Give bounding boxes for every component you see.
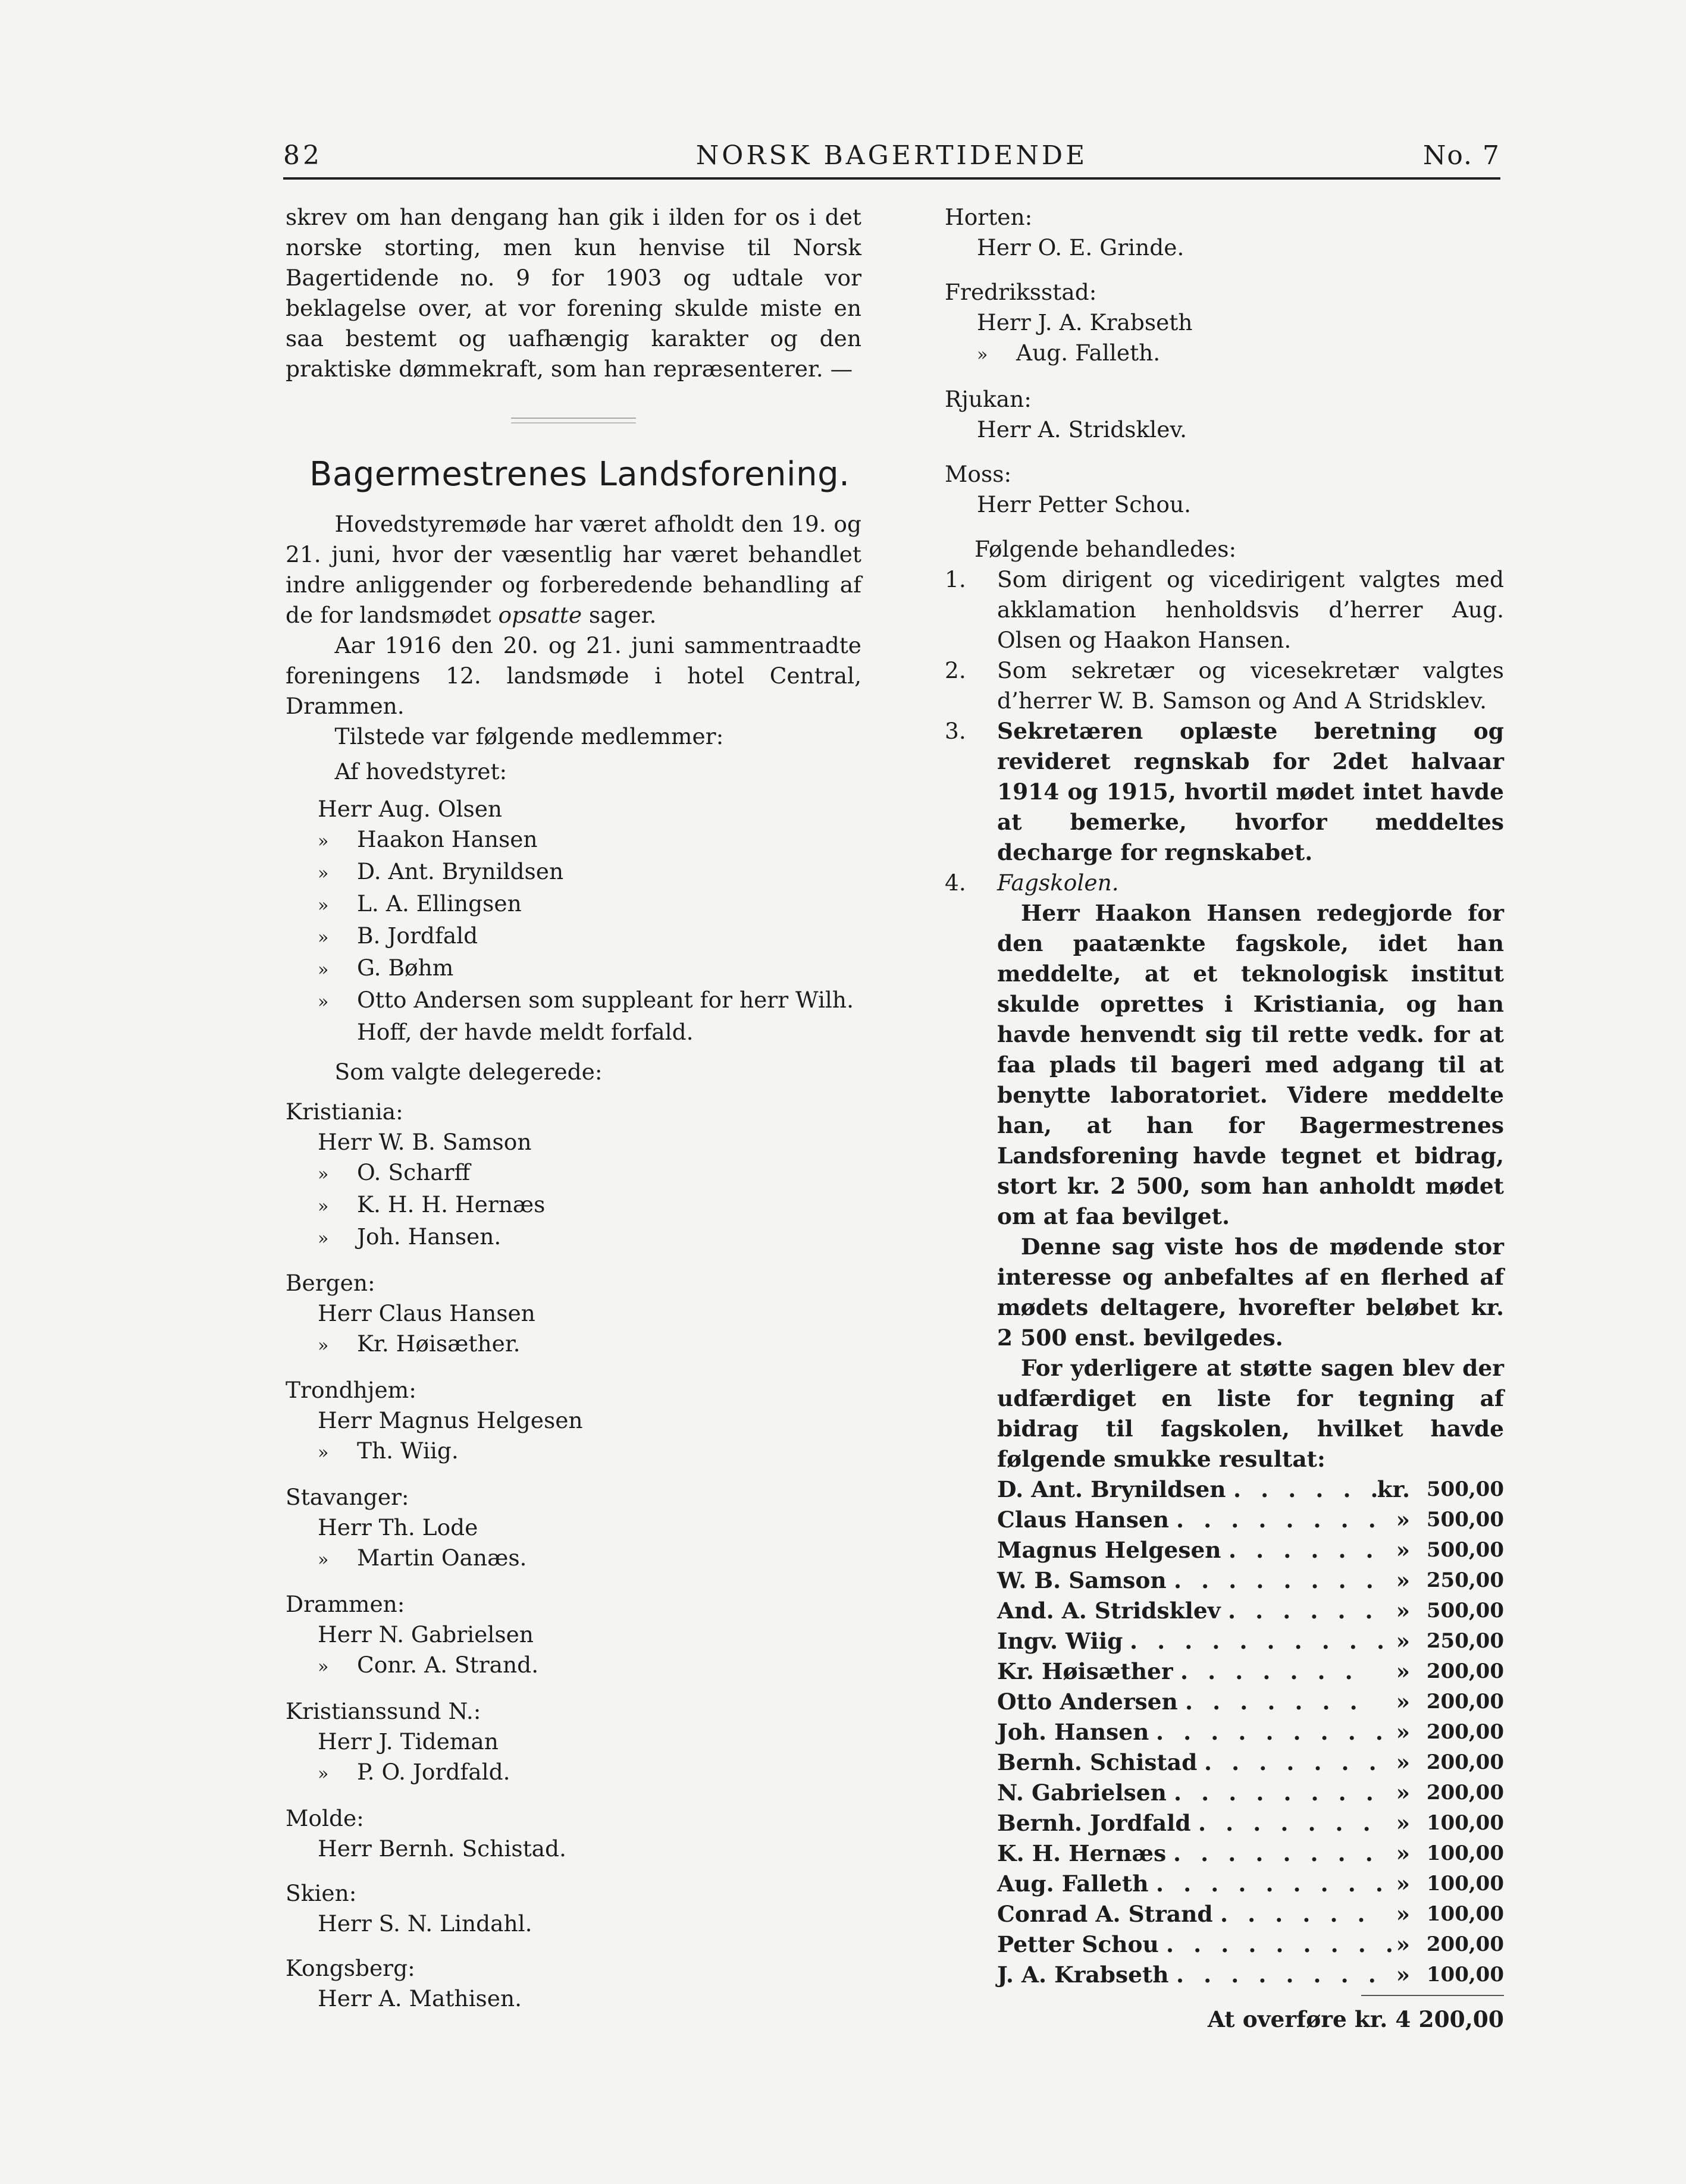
delegates-fredriksstad [945,307,1504,370]
delegate [318,1329,861,1361]
delegate: Herr O. E. Grinde. [977,234,1184,261]
currency-unit: » [1396,1840,1410,1866]
delegate: Herr Th. Lode [318,1514,478,1540]
board-label: Af hovedstyret: [334,758,507,785]
ditto-mark: » [318,991,329,1012]
board-member [318,921,861,953]
leader-dots: . . . . . . . . . [1166,1931,1399,1957]
ditto-mark: » [318,1196,329,1217]
contribution-amount: 100,00 [1426,1872,1504,1896]
city-label: Molde: [286,1805,364,1831]
page-header [283,140,1500,174]
leader-dots: . . . . . . [1229,1537,1380,1563]
currency-unit: » [1396,1931,1410,1957]
board-member-name: Otto Andersen som suppleant for herr Wilh. Hoff, der havde meldt forfald. [357,987,854,1045]
delegates-kongsberg [286,1984,861,2014]
contributor-name: Aug. Falleth [997,1871,1149,1897]
currency-unit: » [1396,1567,1410,1593]
item-text: Som sekretær og vicesekretær valgtes d’herrer W. B. Samson og And A Stridsklev. [997,657,1504,714]
right-column [945,202,1504,2035]
ditto-mark: » [318,1656,329,1677]
currency-unit: » [1396,1719,1410,1745]
item-number: 2. [945,657,966,683]
contributor-name: Petter Schou [997,1931,1159,1957]
city-label: Rjukan: [945,386,1032,412]
delegate [318,1157,861,1190]
fagskole-paragraph-1: Herr Haakon Hansen redegjorde for den paatænkte fagskole, idet han meddelte, at et teknologisk institut skulde oprettes i Kristiania, og han havde henvendt sig til rette vedk. for at faa plads til bageri med adgang til at benytte laboratoriet. Videre meddelte han, at han for Bagermestrenes Landsforening havde tegnet et bidrag, stort kr. 2 500, som han anholdt mødet om at faa bevilget. [997,900,1504,1229]
city-label: Bergen: [286,1270,375,1296]
delegates-kristianssund [286,1727,861,1789]
currency-unit: » [1396,1962,1410,1988]
contributor-name: Joh. Hansen [997,1719,1149,1745]
separator-ornament [511,418,636,423]
item-number: 4. [945,870,966,896]
contribution-row [997,1474,1504,1505]
ditto-mark: » [318,831,329,852]
delegate [318,1222,861,1254]
contribution-amount: 200,00 [1426,1659,1504,1683]
board-list [286,794,861,1047]
ditto-mark: » [318,959,329,980]
leader-dots: . . . . . . . [1204,1749,1383,1775]
contribution-amount: 200,00 [1426,1720,1504,1744]
leader-dots: . . . . . . . . [1173,1840,1379,1866]
agenda-item-4 [945,868,1504,898]
delegate: Herr S. N. Lindahl. [318,1910,532,1937]
delegate-name: Th. Wiig. [357,1438,459,1464]
ditto-mark: » [318,1442,329,1463]
agenda-item-2 [945,655,1504,716]
contribution-amount: 500,00 [1426,1477,1504,1501]
item-text: Sekretæren oplæste beretning og revideret regnskab for 2det halvaar 1914 og 1915, hvortil mødet intet havde at bemerke, hvorfor meddeltes decharge for regnskabet. [997,718,1504,865]
leader-dots: . . . . . . . [1198,1810,1377,1836]
fagskole-paragraph-3: For yderligere at støtte sagen blev der udfærdiget en liste for tegning af bidrag til fagskolen, hvilket havde følgende smukke resultat: [997,1355,1504,1472]
sum-rule [1361,1995,1504,1996]
contribution-amount: 200,00 [1426,1750,1504,1774]
city-label: Kongsberg: [286,1955,415,1981]
contribution-row [997,1596,1504,1626]
contribution-row [997,1565,1504,1596]
contributor-name: Bernh. Jordfald [997,1810,1191,1836]
currency-unit: » [1396,1537,1410,1563]
delegate-name: Joh. Hansen. [357,1223,502,1250]
header-rule [283,177,1500,180]
contribution-row [997,1838,1504,1869]
delegate [318,1757,861,1789]
city-label: Stavanger: [286,1484,409,1510]
delegates-skien [286,1909,861,1939]
delegate: Herr Petter Schou. [977,491,1192,517]
leader-dots: . . . . . . . . [1176,1507,1382,1533]
leader-dots: . . . . . . . [1185,1689,1364,1715]
currency-unit: » [1396,1749,1410,1775]
delegate-name: K. H. H. Hernæs [357,1191,546,1217]
contributor-name: J. A. Krabseth [997,1962,1169,1988]
contributor-name: Otto Andersen [997,1689,1178,1715]
leader-dots: . . . . . . . . . . [1130,1628,1391,1654]
currency-unit: » [1396,1689,1410,1715]
delegate-name: P. O. Jordfald. [357,1759,510,1785]
p1-emphasis: opsatte [498,602,582,628]
currency-unit: kr. [1377,1476,1410,1502]
agenda-item-1 [945,564,1504,655]
city-label: Moss: [945,461,1012,487]
contribution-amount: 250,00 [1426,1629,1504,1653]
contribution-amount: 100,00 [1426,1902,1504,1926]
ditto-mark: » [318,1335,329,1356]
left-column [286,202,861,2014]
contribution-amount: 500,00 [1426,1508,1504,1532]
contribution-row [997,1687,1504,1717]
leader-dots: . . . . . . . . . [1156,1719,1389,1745]
contribution-amount: 200,00 [1426,1932,1504,1956]
contribution-row [997,1535,1504,1565]
city-label: Drammen: [286,1591,405,1617]
ditto-mark: » [977,344,988,365]
city-label: Kristiania: [286,1099,403,1125]
contributor-name: Kr. Høisæther [997,1658,1173,1684]
city-label: Kristianssund N.: [286,1698,481,1724]
paragraph-landsmode: Aar 1916 den 20. og 21. juni sammentraadte foreningens 12. landsmøde i hotel Central, Drammen. [286,632,861,719]
ditto-mark: » [318,927,329,948]
delegate: Herr J. Tideman [318,1728,499,1755]
contributor-name: K. H. Hernæs [997,1840,1167,1866]
board-member: Herr Aug. Olsen [318,796,503,822]
present-label: Tilstede var følgende medlemmer: [334,723,724,749]
board-member-name: D. Ant. Brynildsen [357,858,564,884]
leader-dots: . . . . . . . . [1174,1567,1380,1593]
delegate [318,1650,861,1682]
delegate: Herr J. A. Krabseth [977,309,1193,335]
item-text: Som dirigent og vicedirigent valgtes med akklamation henholdsvis d’herrer Aug. Olsen og Haakon Hansen. [997,566,1504,653]
contributor-name: And. A. Stridsklev [997,1598,1221,1624]
agenda-label: Følgende behandledes: [974,536,1237,562]
ditto-mark: » [318,1164,329,1185]
delegate: Herr N. Gabrielsen [318,1621,534,1648]
board-member [318,985,861,1047]
delegate-name: Conr. A. Strand. [357,1652,539,1678]
contribution-row [997,1656,1504,1687]
intro-paragraph: skrev om han dengang han gik i ilden for os i det norske storting, men kun henvise til Norsk Bagertidende no. 9 for 1903 og udtale vor beklagelse over, at vor forening skulde miste en saa bestemt og uafhængig karakter og den praktiske dømmekraft, som han repræsenterer. — [286,204,861,382]
contributor-name: Magnus Helgesen [997,1537,1221,1563]
currency-unit: » [1396,1507,1410,1533]
contribution-row [997,1899,1504,1929]
board-member-name: L. A. Ellingsen [357,890,522,917]
leader-dots: . . . . . . . . [1176,1962,1382,1988]
currency-unit: » [1396,1871,1410,1897]
board-member [318,953,861,985]
contributor-name: Bernh. Schistad [997,1749,1198,1775]
currency-unit: » [1396,1628,1410,1654]
p1-text-a: Hovedstyremøde har været afholdt den 19. og 21. juni, hvor der væsentlig har været behandlet indre anliggender og forberedende behandling af de for landsmødet [286,511,861,628]
contribution-row [997,1960,1504,1990]
currency-unit: » [1396,1901,1410,1927]
delegates-label: Som valgte delegerede: [334,1059,603,1085]
contribution-amount: 100,00 [1426,1811,1504,1835]
board-member-name: G. Bøhm [357,955,454,981]
delegates-rjukan [945,415,1504,445]
delegates-horten [945,233,1504,263]
delegate [318,1436,861,1468]
contribution-row [997,1869,1504,1899]
contribution-row [997,1929,1504,1960]
city-label: Trondhjem: [286,1377,416,1403]
paragraph-hovedstyremode [286,509,861,630]
delegate [977,338,1504,370]
delegates-stavanger [286,1513,861,1575]
contributor-name: D. Ant. Brynildsen [997,1476,1226,1502]
delegate: Herr W. B. Samson [318,1129,532,1155]
currency-unit: » [1396,1810,1410,1836]
delegates-bergen [286,1298,861,1361]
contribution-row [997,1778,1504,1808]
ditto-mark: » [318,863,329,884]
fagskole-paragraph-2: Denne sag viste hos de mødende stor interesse og anbefaltes af en flerhed af mødets deltagere, hvorefter beløbet kr. 2 500 enst. bevilgedes. [997,1234,1504,1351]
contributor-name: N. Gabrielsen [997,1780,1167,1806]
board-member [318,824,861,856]
delegates-molde [286,1834,861,1864]
city-label: Fredriksstad: [945,279,1097,305]
contribution-amount: 200,00 [1426,1690,1504,1714]
leader-dots: . . . . . . [1220,1901,1371,1927]
issue-number: No. 7 [1422,140,1500,171]
contribution-row [997,1808,1504,1838]
delegates-moss [945,489,1504,520]
contribution-amount: 200,00 [1426,1781,1504,1805]
delegate [318,1543,861,1575]
p1-text-b: sager. [582,602,657,628]
contributions-list [997,1474,1504,1990]
city-label: Horten: [945,204,1033,230]
board-member [318,856,861,889]
leader-dots: . . . . . . . . [1174,1780,1380,1806]
delegate-name: Aug. Falleth. [1016,340,1161,366]
item-number: 3. [945,718,966,744]
delegates-drammen [286,1620,861,1682]
ditto-mark: » [318,1549,329,1570]
contributor-name: W. B. Samson [997,1567,1167,1593]
currency-unit: » [1396,1658,1410,1684]
board-member-name: B. Jordfald [357,922,478,949]
agenda-item-3 [945,716,1504,868]
section-title: Bagermestrenes Landsforening. [309,455,850,494]
delegate: Herr A. Mathisen. [318,1985,522,2012]
delegate: Herr Magnus Helgesen [318,1407,583,1433]
contribution-row [997,1717,1504,1747]
delegate-name: Kr. Høisæther. [357,1331,521,1357]
item-title: Fagskolen. [997,870,1119,896]
contribution-amount: 250,00 [1426,1568,1504,1592]
fagskole-text [997,898,1504,1474]
delegate: Herr Bernh. Schistad. [318,1835,566,1862]
contribution-row [997,1747,1504,1778]
contribution-amount: 100,00 [1426,1963,1504,1987]
delegate: Herr A. Stridsklev. [977,416,1187,443]
publication-title: NORSK BAGERTIDENDE [695,140,1088,171]
delegate [318,1190,861,1222]
contribution-row [997,1505,1504,1535]
ditto-mark: » [318,1228,329,1249]
page-number: 82 [283,140,322,171]
carry-over-total: At overføre kr. 4 200,00 [1207,2006,1504,2032]
contributor-name: Ingv. Wiig [997,1628,1123,1654]
leader-dots: . . . . . . [1228,1598,1379,1624]
contributor-name: Conrad A. Strand [997,1901,1213,1927]
leader-dots: . . . . . . . . . [1156,1871,1389,1897]
contribution-amount: 500,00 [1426,1599,1504,1623]
delegate-name: O. Scharff [357,1159,471,1185]
delegates-kristiania [286,1127,861,1254]
currency-unit: » [1396,1780,1410,1806]
currency-unit: » [1396,1598,1410,1624]
contribution-amount: 100,00 [1426,1841,1504,1865]
board-member-name: Haakon Hansen [357,826,538,852]
item-number: 1. [945,566,966,592]
contribution-amount: 500,00 [1426,1538,1504,1562]
delegate: Herr Claus Hansen [318,1300,535,1326]
delegate-name: Martin Oanæs. [357,1545,527,1571]
leader-dots: . . . . . . [1233,1476,1384,1502]
delegates-trondhjem [286,1405,861,1468]
leader-dots: . . . . . . . [1180,1658,1359,1684]
contributor-name: Claus Hansen [997,1507,1170,1533]
ditto-mark: » [318,1763,329,1784]
ditto-mark: » [318,895,329,916]
board-member [318,889,861,921]
city-label: Skien: [286,1880,357,1906]
contribution-row [997,1626,1504,1656]
